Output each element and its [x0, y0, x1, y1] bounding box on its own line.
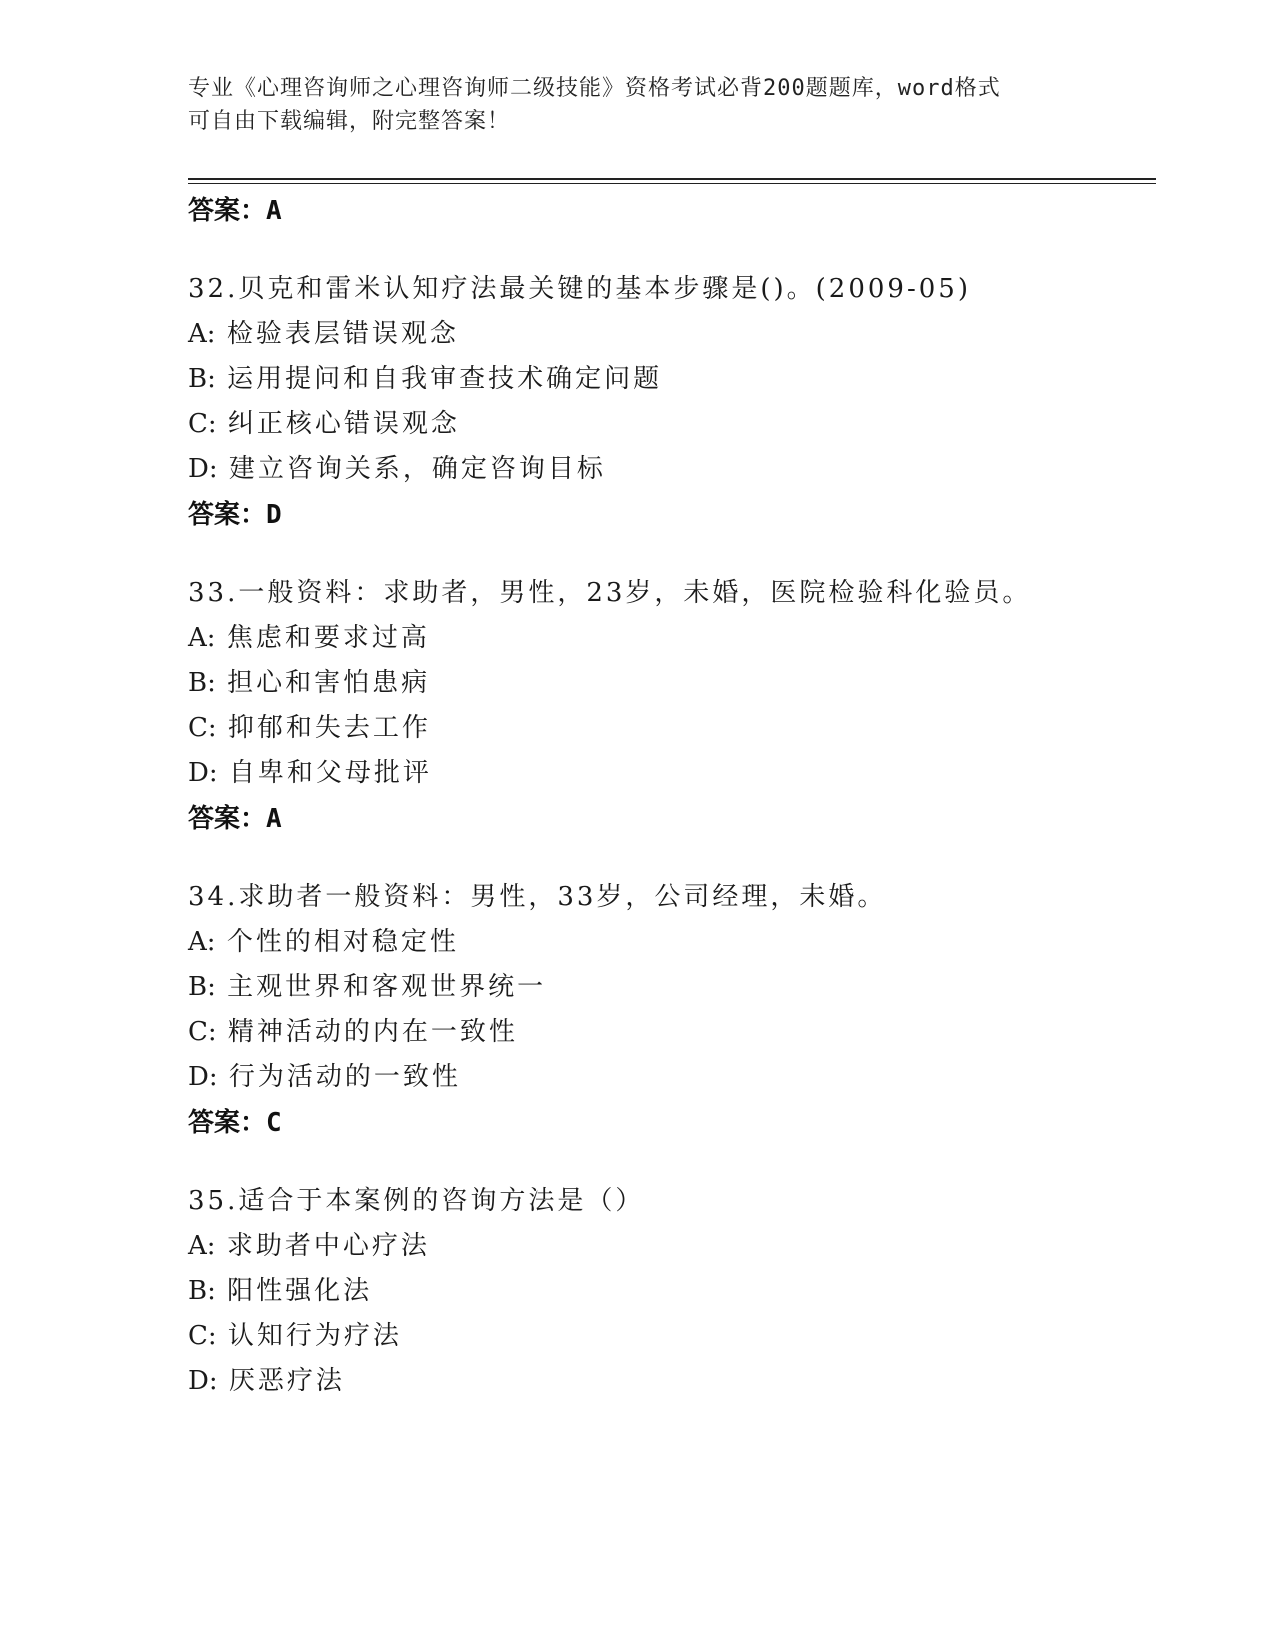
- question-text: 35.适合于本案例的咨询方法是（）: [188, 1186, 645, 1216]
- question-text: 34.求助者一般资料：男性，33岁，公司经理，未婚。: [188, 882, 887, 912]
- question-block: [188, 266, 1148, 538]
- option-a: A: 焦虑和要求过高: [188, 623, 430, 653]
- answer-line: 答案：A: [188, 804, 282, 834]
- question-text: 32.贝克和雷米认知疗法最关键的基本步骤是()。(2009-05): [188, 274, 971, 304]
- header-divider-thick: [188, 178, 1156, 180]
- option-a: A: 求助者中心疗法: [188, 1231, 430, 1261]
- option-a: A: 个性的相对稳定性: [188, 927, 459, 957]
- header-line-1: 专业《心理咨询师之心理咨询师二级技能》资格考试必背200题题库，word格式: [188, 76, 1001, 101]
- option-d: D: 自卑和父母批评: [188, 758, 432, 788]
- question-block: [188, 874, 1148, 1146]
- option-d: D: 建立咨询关系，确定咨询目标: [188, 454, 606, 484]
- spacer: [188, 234, 1148, 266]
- spacer: [188, 1146, 1148, 1178]
- answer-line: 答案：A: [188, 196, 282, 226]
- option-b: B: 运用提问和自我审查技术确定问题: [188, 364, 663, 394]
- question-block: [188, 570, 1148, 842]
- option-c: C: 纠正核心错误观念: [188, 409, 460, 439]
- option-b: B: 担心和害怕患病: [188, 668, 431, 698]
- header-line-2: 可自由下载编辑，附完整答案！: [188, 109, 511, 134]
- question-list: [188, 188, 1148, 1404]
- question-text: 33.一般资料：求助者，男性，23岁，未婚，医院检验科化验员。: [188, 578, 1032, 608]
- spacer: [188, 842, 1148, 874]
- answer-line: 答案：C: [188, 1108, 282, 1138]
- option-c: C: 精神活动的内在一致性: [188, 1017, 518, 1047]
- spacer: [188, 538, 1148, 570]
- option-c: C: 认知行为疗法: [188, 1321, 402, 1351]
- option-b: B: 阳性强化法: [188, 1276, 373, 1306]
- answer-line: 答案：D: [188, 500, 282, 530]
- option-d: D: 厌恶疗法: [188, 1366, 345, 1396]
- header-divider-thin: [188, 183, 1156, 184]
- option-c: C: 抑郁和失去工作: [188, 713, 431, 743]
- page-header: [188, 72, 1088, 138]
- option-b: B: 主观世界和客观世界统一: [188, 972, 547, 1002]
- option-d: D: 行为活动的一致性: [188, 1062, 461, 1092]
- option-a: A: 检验表层错误观念: [188, 319, 459, 349]
- question-block: [188, 1178, 1148, 1404]
